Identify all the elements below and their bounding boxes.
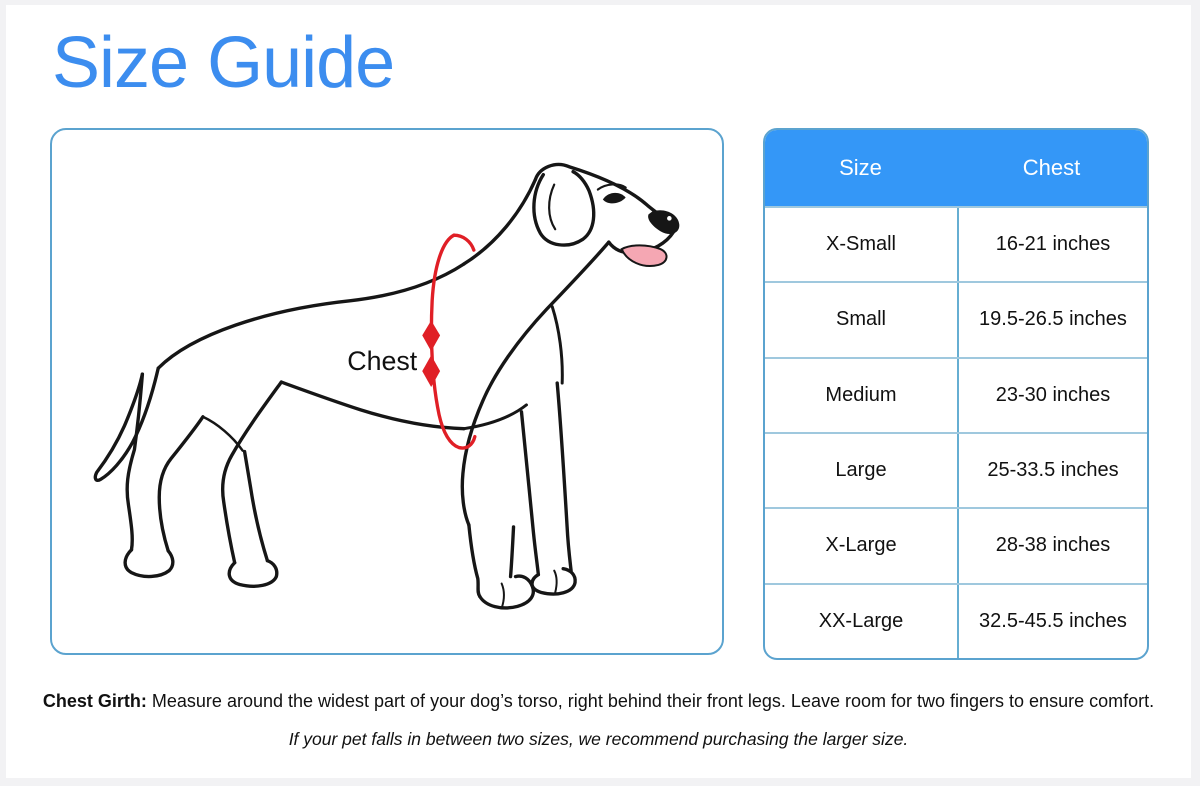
size-cell: Small	[765, 283, 959, 356]
chest-cell: 32.5-45.5 inches	[979, 609, 1127, 632]
table-row	[765, 281, 1147, 356]
size-cell: Medium	[765, 359, 959, 432]
dog-outline	[95, 165, 674, 609]
chest-girth-text: Measure around the widest part of your dog’s torso, right behind their front legs. Leave room for two fingers to ensure comfort.	[146, 691, 1155, 711]
size-table	[763, 128, 1149, 660]
header-chest: Chest	[1022, 155, 1081, 180]
table-row	[765, 206, 1147, 281]
size-table-header	[765, 130, 1147, 206]
chest-cell: 16-21 inches	[995, 233, 1111, 256]
chest-measurement-ellipse	[431, 235, 474, 448]
nose-highlight	[667, 216, 672, 221]
dog-nose	[648, 210, 679, 234]
size-cell: XX-Large	[765, 585, 959, 658]
table-row	[765, 583, 1147, 658]
chest-cell: 23-30 inches	[995, 383, 1111, 406]
chest-cell: 25-33.5 inches	[987, 459, 1119, 482]
dog-eye	[603, 193, 626, 204]
table-row	[765, 432, 1147, 507]
size-cell: Large	[765, 434, 959, 507]
dog-measurement-panel	[50, 128, 724, 655]
dog-illustration	[52, 130, 722, 653]
size-guide-card	[6, 5, 1191, 778]
chest-cell: 19.5-26.5 inches	[979, 308, 1127, 331]
table-row	[765, 357, 1147, 432]
chest-cell: 28-38 inches	[995, 534, 1111, 557]
size-cell: X-Small	[765, 208, 959, 281]
chest-girth-note	[6, 691, 1191, 712]
table-row	[765, 507, 1147, 582]
chest-label: Chest	[347, 346, 418, 377]
chest-girth-label: Chest Girth:	[42, 691, 147, 711]
header-size: Size	[839, 155, 882, 180]
dog-tongue	[622, 245, 667, 266]
page-title: Size Guide	[52, 23, 395, 103]
size-cell: X-Large	[765, 509, 959, 582]
between-sizes-note: If your pet falls in between two sizes, we recommend purchasing the larger size.	[288, 729, 909, 749]
